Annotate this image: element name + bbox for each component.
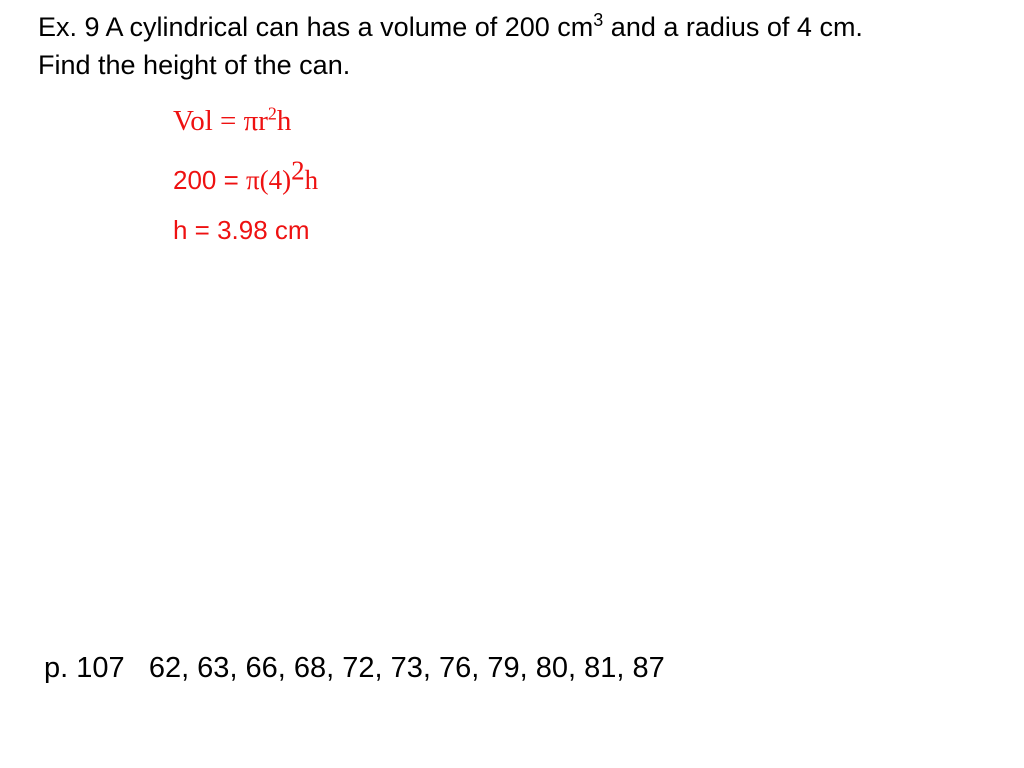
formula-exponent: 2 (267, 103, 277, 124)
answer: h = 3.98 cm (173, 215, 310, 245)
substitution-lhs: 200 = (173, 165, 247, 195)
substitution-step (173, 155, 319, 197)
problem-text-continued: and a radius of 4 cm. (603, 12, 863, 42)
substitution-rhs: h (304, 165, 319, 195)
volume-unit-exponent: 3 (593, 10, 604, 30)
formula-lhs: Vol = πr (173, 105, 268, 137)
homework-assignment (44, 648, 665, 688)
volume-formula (173, 103, 291, 139)
problem-statement (38, 8, 1013, 84)
formula-rhs: h (276, 105, 292, 137)
problem-line-1 (38, 8, 1013, 46)
problem-text: Ex. 9 A cylindrical can has a volume of 200 cm (38, 12, 594, 42)
problem-line-2: Find the height of the can. (38, 50, 351, 80)
homework-page: p. 107 (44, 652, 125, 684)
homework-problems: 62, 63, 66, 68, 72, 73, 76, 79, 80, 81, 87 (148, 652, 665, 684)
substitution-pi-radius: π(4) (246, 165, 292, 195)
substitution-exponent: 2 (291, 155, 305, 186)
